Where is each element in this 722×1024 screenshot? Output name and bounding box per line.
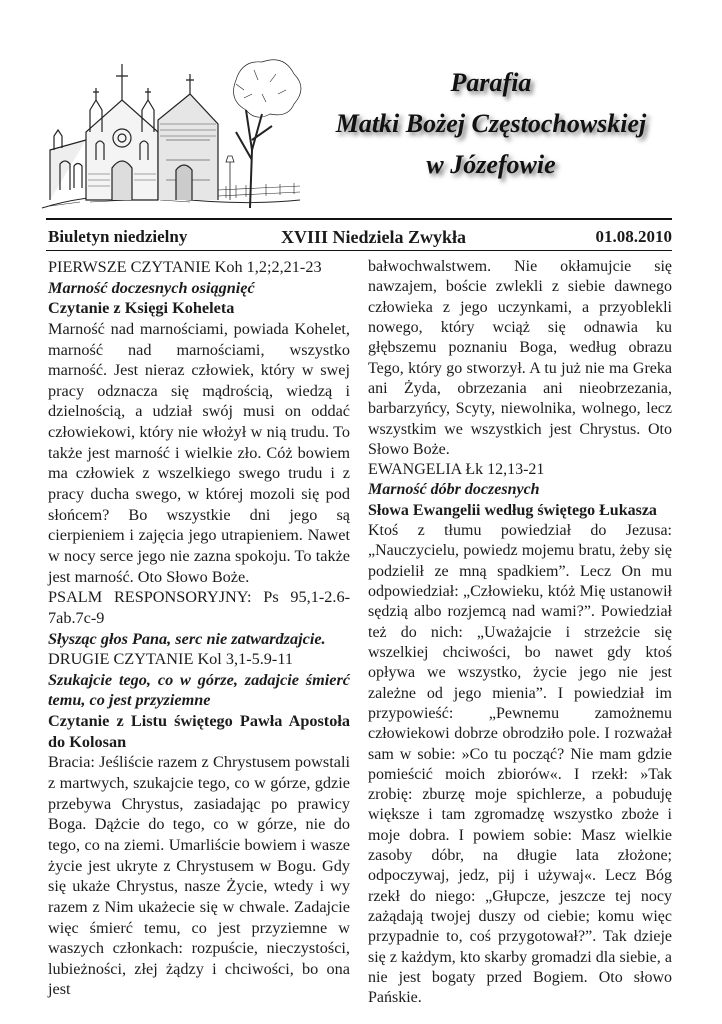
gospel-heading: EWANGELIA Łk 12,13-21 (368, 461, 545, 479)
first-reading-source: Czytanie z Księgi Koheleta (48, 299, 235, 318)
psalm-refrain: Słysząc głos Pana, serc nie zatwardzajcie. (48, 629, 326, 648)
church-drawing-icon (40, 40, 302, 212)
second-reading-motto: Szukajcie tego, co w górze, zadajcie śmierć temu, co jest przyziemne (48, 670, 350, 710)
parish-title (300, 62, 682, 185)
title-line-3: w Józefowie (426, 150, 556, 179)
second-reading-source: Czytanie z Listu świętego Pawła Apostoła do Kolosan (48, 712, 350, 751)
title-line-2: Matki Bożej Częstochowskiej (335, 109, 647, 138)
title-line-1: Parafia (450, 68, 532, 97)
right-column (368, 257, 672, 1009)
left-column (48, 257, 350, 1000)
psalm-heading: PSALM RESPONSORYJNY: Ps 95,1-2.6-7ab.7c-9 (48, 588, 350, 627)
bulletin-label: Biuletyn niedzielny (48, 227, 188, 246)
second-reading-continuation: bałwochwalstwem. Nie okłamujcie się nawzajem, boście zwlekli z siebie dawnego człowieka z jego uczynkami, a przyoblekli nowego, który wciąż się odnawia ku głębszemu poznaniu Boga, według obrazu Tego, który go stworzył. A tu już nie ma Greka ani Żyda, obrzezania ani nieobrzezania, barbarzyńcy, Scyty, niewolnika, wolnego, lecz wszystkim we wszystkich jest Chrystus. Oto Słowo Boże. (368, 258, 672, 458)
gospel-motto: Marność dóbr doczesnych (368, 481, 540, 499)
issue-date: 01.08.2010 (595, 227, 672, 246)
sunday-name: XVIII Niedziela Zwykła (281, 227, 467, 247)
bulletin-header-bar (48, 223, 672, 249)
first-reading-text: Marność nad marnościami, powiada Kohelet, marność nad marnościami, wszystko marność. Jest nieraz człowiek, który w swej pracy odznacza się mądrością, wiedzą i dzielnością, a udział swój musi on oddać człowiekowi, który nie włożył w nią trudu. To także jest marność i wielkie zło. Cóż bowiem ma człowiek z wszelkiego swego trudu i z pracy ducha swego, w której mozoli się pod słońcem? Bo wszystkie dni jego są cierpieniem i zajęcia jego utrapieniem. Nawet w nocy serce jego nie zazna spokoju. To także jest marność. Oto Słowo Boże. (48, 319, 350, 586)
gospel-text: Ktoś z tłumu powiedział do Jezusa: „Nauczycielu, powiedz mojemu bratu, żeby się podzielił ze mną spadkiem”. Lecz On mu odpowiedział: „Człowieku, któż Mię ustanowił sędzią albo rozjemcą nad wami?”. Powiedział też do nich: „Uważajcie i strzeżcie się wszelkiej chciwości, bo nawet gdy ktoś opływa we wszystko, życie jego nie jest zależne od jego mienia”. I powiedział im przypowieść: „Pewnemu zamożnemu człowiekowi dobrze obrodziło pole. I rozważał sam w sobie: »Co tu począć? Nie mam gdzie pomieścić moich zbiorów«. I rzekł: »Tak zrobię: zburzę moje spichlerze, a pobuduję większe i tam zgromadzę wszystko zboże i moje dobra. I powiem sobie: Masz wielkie zasoby dóbr, na długie lata złożone; odpoczywaj, jedz, pij i używaj«. Lecz Bóg rzekł do niego: „Głupcze, jeszcze tej nocy zażądają twojej duszy od ciebie; komu więc przypadnie to, coś przygotował?”. Tak dzieje się z każdym, kto skarby gromadzi dla siebie, a nie jest bogaty przed Bogiem. Oto słowo Pańskie. (368, 522, 672, 1007)
top-divider (46, 218, 672, 220)
first-reading-heading: PIERWSZE CZYTANIE Koh 1,2;2,21-23 (48, 258, 322, 276)
bottom-divider (46, 250, 672, 251)
second-reading-text: Bracia: Jeśliście razem z Chrystusem powstali z martwych, szukajcie tego, co w górze, gdzie przebywa Chrystus, zasiadając po prawicy Boga. Dążcie do tego, co w górze, nie do tego, co na ziemi. Umarliście bowiem i wasze życie jest ukryte z Chrystusem w Bogu. Gdy się ukaże Chrystus, nasze Życie, wtedy i wy razem z Nim ukażecie się w chwale. Zadajcie więc śmierć temu, co jest przyziemne w waszych członkach: rozpuście, nieczystości, lubieżności, złej żądzy i chciwości, bo ona jest (48, 753, 350, 999)
second-reading-heading: DRUGIE CZYTANIE Kol 3,1-5.9-11 (48, 650, 293, 669)
gospel-source: Słowa Ewangelii według świętego Łukasza (368, 501, 657, 519)
first-reading-motto: Marność doczesnych osiągnięć (48, 278, 255, 297)
